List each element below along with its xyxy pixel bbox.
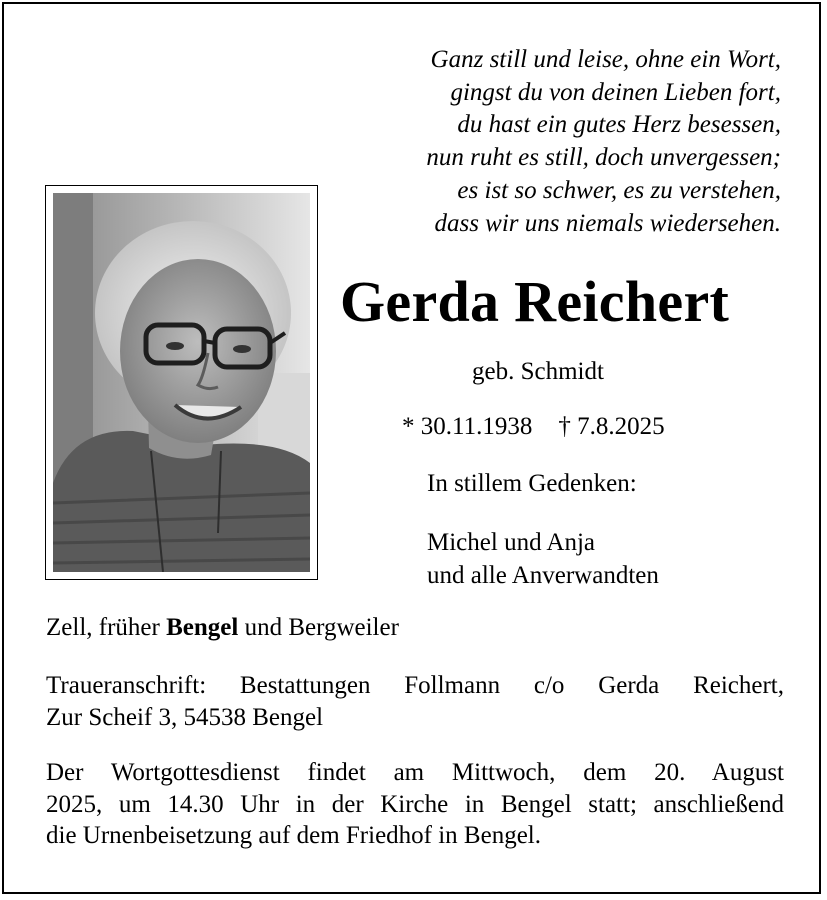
poem-line: dass wir uns niemals wiedersehen.	[434, 209, 781, 237]
mourner-line: Michel und Anja	[427, 529, 596, 556]
mourner-line: und alle Anverwandten	[427, 562, 659, 589]
poem	[426, 44, 781, 240]
deceased-name: Gerda Reichert	[340, 269, 730, 334]
service-line: Der Wortgottesdienst findet am Mittwoch, dem 20. August	[46, 759, 784, 786]
poem-line: gingst du von deinen Lieben fort,	[450, 78, 781, 106]
death-date: † 7.8.2025	[558, 413, 665, 440]
birth-date: * 30.11.1938	[402, 413, 533, 440]
place-line	[46, 614, 399, 642]
address-line: Zur Scheif 3, 54538 Bengel	[46, 703, 324, 731]
service-line: die Urnenbeisetzung auf dem Friedhof in Bengel.	[46, 822, 541, 849]
poem-line: nun ruht es still, doch unvergessen;	[426, 144, 781, 172]
mourning-address	[46, 670, 784, 733]
service-line: 2025, um 14.30 Uhr in der Kirche in Bengel statt; anschließend	[46, 790, 784, 818]
place-bold: Bengel	[166, 614, 239, 641]
service-info	[46, 757, 784, 852]
poem-line: Ganz still und leise, ohne ein Wort,	[430, 46, 781, 73]
birth-name: geb. Schmidt	[472, 358, 604, 385]
memory-line: In stillem Gedenken:	[427, 470, 637, 497]
place-prefix: Zell, früher	[46, 614, 160, 641]
place-suffix: und Bergweiler	[244, 614, 399, 641]
address-line: Traueranschrift: Bestattungen Follmann c/o Gerda Reichert,	[46, 672, 784, 699]
mourners	[427, 526, 659, 592]
portrait-frame	[45, 185, 318, 580]
portrait-photo	[53, 193, 310, 572]
poem-line: du hast ein gutes Herz besessen,	[457, 111, 781, 139]
life-dates	[402, 413, 665, 441]
poem-line: es ist so schwer, es zu verstehen,	[457, 176, 781, 204]
